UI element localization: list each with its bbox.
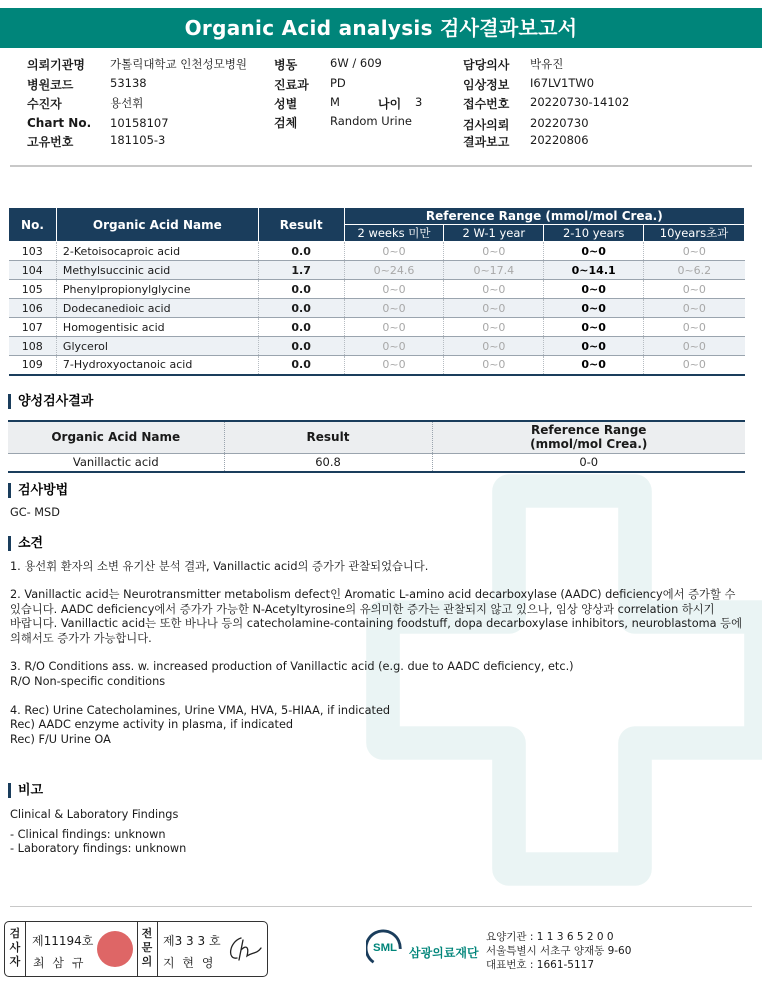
role-examiner-char: 자 (9, 955, 21, 968)
positive-row-ref: 0-0 (432, 453, 745, 472)
row-name: Phenylpropionylglycine (56, 280, 258, 299)
row-ref-2w-1y: 0~0 (444, 280, 544, 299)
value-specimen: Random Urine (330, 114, 412, 128)
opinion-line-4: 바랍니다. Vanillactic acid는 또한 바나나 등의 catecholamine-containing foodstuff, dopa decarboxylase inhibitors, neuroblastoma 등에 (10, 617, 742, 630)
row-no: 103 (9, 242, 57, 261)
row-result: 0.0 (258, 242, 344, 261)
row-ref-under-2w: 0~0 (344, 337, 444, 356)
row-ref-2w-1y: 0~17.4 (444, 261, 544, 280)
row-name: Glycerol (56, 337, 258, 356)
org-phone: 대표번호 : 1661-5117 (486, 959, 595, 971)
org-address: 서울특별시 서초구 양재동 9-60 (486, 945, 632, 957)
remarks-line-1: Clinical & Laboratory Findings (10, 808, 179, 821)
value-patient-name: 용선휘 (110, 96, 144, 110)
org-name: 삼광의료재단 (409, 946, 479, 960)
row-ref-2-10y: 0~0 (544, 299, 644, 318)
row-ref-under-2w: 0~24.6 (344, 261, 444, 280)
value-clinical-info: I67LV1TW0 (530, 76, 595, 90)
examiner-license: 제11194호 (32, 934, 94, 948)
row-ref-over-10y: 0~0 (644, 318, 745, 337)
label-request-date: 검사의뢰 (463, 118, 510, 132)
specialist-name: 지 현 영 (163, 956, 216, 970)
table-row (9, 356, 745, 375)
opinion-line-8: 4. Rec) Urine Catecholamines, Urine VMA, HVA, 5-HIAA, if indicated (10, 704, 391, 717)
row-ref-2w-1y: 0~0 (444, 337, 544, 356)
value-requesting-institution: 가톨릭대학교 인천성모병원 (110, 57, 247, 71)
row-result: 0.0 (258, 318, 344, 337)
row-result: 1.7 (258, 261, 344, 280)
row-ref-2w-1y: 0~0 (444, 356, 544, 375)
opinion-line-5: 의해서도 증가가 가능합니다. (10, 632, 152, 645)
row-no: 107 (9, 318, 57, 337)
row-ref-under-2w: 0~0 (344, 318, 444, 337)
value-age: 3 (415, 95, 423, 109)
role-examiner (7, 927, 23, 969)
value-department: PD (330, 76, 346, 90)
value-receipt-no: 20220730-14102 (530, 95, 630, 109)
sml-logo-icon (366, 928, 404, 966)
table-row (9, 242, 745, 261)
org-info (486, 930, 631, 972)
row-result: 0.0 (258, 299, 344, 318)
label-age: 나이 (378, 97, 402, 111)
remarks-line-2: - Clinical findings: unknown (10, 828, 166, 841)
value-hospital-code: 53138 (110, 76, 147, 90)
row-name: 7-Hydroxyoctanoic acid (56, 356, 258, 375)
row-no: 104 (9, 261, 57, 280)
value-sex: M (330, 95, 340, 109)
signature-box (4, 921, 268, 977)
value-doctor: 박유진 (530, 57, 564, 71)
col-reference-header: Reference Range (mmol/mol Crea.) (344, 208, 744, 225)
role-specialist-char: 전 (141, 927, 153, 940)
box-divider (137, 922, 138, 976)
label-sex: 성별 (274, 97, 298, 111)
row-ref-2-10y: 0~0 (544, 280, 644, 299)
row-ref-over-10y: 0~0 (644, 356, 745, 375)
row-no: 106 (9, 299, 57, 318)
row-no: 105 (9, 280, 57, 299)
patient-info (0, 56, 762, 156)
report-title: Organic Acid analysis 검사결과보고서 (0, 8, 762, 48)
table-row (8, 453, 745, 472)
organic-acid-table (8, 207, 745, 376)
opinion-line-9: Rec) AADC enzyme activity in plasma, if indicated (10, 718, 294, 731)
label-report-date: 결과보고 (463, 135, 510, 149)
row-ref-2w-1y: 0~0 (444, 242, 544, 261)
row-ref-2w-1y: 0~0 (444, 318, 544, 337)
col-result-header: Result (258, 208, 344, 242)
row-no: 108 (9, 337, 57, 356)
label-doctor: 담당의사 (463, 58, 510, 72)
footer-divider (10, 906, 752, 907)
opinion-line-10: Rec) F/U Urine OA (10, 733, 111, 746)
row-ref-2w-1y: 0~0 (444, 299, 544, 318)
remarks-heading: 비고 (8, 783, 43, 798)
opinion-line-7: R/O Non-specific conditions (10, 675, 166, 688)
value-request-date: 20220730 (530, 116, 589, 130)
table-row (9, 337, 745, 356)
label-patient-name: 수진자 (27, 97, 62, 111)
row-no: 109 (9, 356, 57, 375)
opinion-line-6: 3. R/O Conditions ass. w. increased production of Vanillactic acid (e.g. due to AADC deficiency, etc.) (10, 660, 574, 673)
row-ref-under-2w: 0~0 (344, 280, 444, 299)
org-code: 요양기관 : 1 1 3 6 5 2 0 0 (486, 931, 614, 943)
opinion-line-1: 1. 용선휘 환자의 소변 유기산 분석 결과, Vanillactic acid의 증가가 관찰되었습니다. (10, 560, 429, 573)
value-chart-no: 10158107 (110, 116, 169, 130)
examiner-name: 최 삼 규 (33, 956, 86, 970)
label-unique-no: 고유번호 (27, 135, 74, 149)
row-name: Dodecanedioic acid (56, 299, 258, 318)
role-specialist-char: 문 (141, 941, 153, 954)
row-result: 0.0 (258, 356, 344, 375)
table-row (9, 261, 745, 280)
positive-col-ref-line2: (mmol/mol Crea.) (530, 437, 648, 452)
row-ref-over-10y: 0~6.2 (644, 261, 745, 280)
row-ref-under-2w: 0~0 (344, 299, 444, 318)
role-specialist-char: 의 (141, 955, 153, 968)
label-hospital-code: 병원코드 (27, 78, 74, 92)
specialist-signature (223, 934, 263, 966)
row-ref-over-10y: 0~0 (644, 242, 745, 261)
label-chart-no: Chart No. (27, 116, 92, 130)
specialist-license: 제3 3 3 호 (163, 934, 221, 948)
label-requesting-institution: 의뢰기관명 (27, 58, 85, 72)
value-ward: 6W / 609 (330, 56, 382, 70)
table-row (9, 299, 745, 318)
role-specialist (139, 927, 155, 969)
value-report-date: 20220806 (530, 133, 589, 147)
row-ref-over-10y: 0~0 (644, 280, 745, 299)
row-ref-over-10y: 0~0 (644, 337, 745, 356)
row-ref-2-10y: 0~0 (544, 356, 644, 375)
watermark-cross-logo (362, 470, 762, 890)
row-ref-under-2w: 0~0 (344, 242, 444, 261)
label-department: 진료과 (274, 78, 309, 92)
row-ref-2-10y: 0~0 (544, 318, 644, 337)
box-divider (25, 922, 26, 976)
role-examiner-char: 사 (9, 941, 21, 954)
examiner-seal (97, 931, 133, 967)
row-ref-2-10y: 0~0 (544, 337, 644, 356)
col-ref-over-10y: 10years초과 (644, 225, 745, 242)
value-unique-no: 181105-3 (110, 133, 166, 147)
row-ref-under-2w: 0~0 (344, 356, 444, 375)
opinion-line-3: 있습니다. AADC deficiency에서 증가가 가능한 N-Acetyltyrosine의 유의미한 증가는 관찰되지 않고 있으나, 임상 양상과 correlation 하시기 (10, 603, 715, 616)
col-no-header: No. (9, 208, 57, 242)
positive-col-result-header: Result (224, 421, 432, 453)
positive-row-result: 60.8 (224, 453, 432, 472)
positive-col-ref-header (432, 421, 745, 453)
row-name: Methylsuccinic acid (56, 261, 258, 280)
role-examiner-char: 검 (9, 927, 21, 940)
sml-logo-text: SML (372, 941, 398, 954)
opinion-line-2: 2. Vanillactic acid는 Neurotransmitter metabolism defect인 Aromatic L-amino acid decarboxylase (AADC) deficiency에서 증가할 수 (10, 588, 736, 601)
positive-col-ref-line1: Reference Range (531, 423, 647, 438)
col-ref-2w-1y: 2 W-1 year (444, 225, 544, 242)
row-ref-2-10y: 0~0 (544, 242, 644, 261)
positive-row-name: Vanillactic acid (8, 453, 224, 472)
row-name: Homogentisic acid (56, 318, 258, 337)
positive-results-heading: 양성검사결과 (8, 394, 93, 409)
positive-col-name-header: Organic Acid Name (8, 421, 224, 453)
row-result: 0.0 (258, 337, 344, 356)
row-result: 0.0 (258, 280, 344, 299)
col-name-header: Organic Acid Name (56, 208, 258, 242)
positive-results-table (8, 420, 745, 473)
row-ref-over-10y: 0~0 (644, 299, 745, 318)
method-heading: 검사방법 (8, 483, 68, 498)
label-receipt-no: 접수번호 (463, 97, 510, 111)
opinion-heading: 소견 (8, 536, 43, 551)
label-clinical-info: 임상정보 (463, 78, 510, 92)
table-row (9, 280, 745, 299)
label-specimen: 검체 (274, 116, 298, 130)
col-ref-2-10y: 2-10 years (544, 225, 644, 242)
col-ref-under-2w: 2 weeks 미만 (344, 225, 444, 242)
row-name: 2-Ketoisocaproic acid (56, 242, 258, 261)
method-text: GC- MSD (10, 506, 60, 519)
row-ref-2-10y: 0~14.1 (544, 261, 644, 280)
remarks-line-3: - Laboratory findings: unknown (10, 842, 187, 855)
table-row (9, 318, 745, 337)
box-divider (157, 922, 158, 976)
divider (10, 165, 752, 167)
label-ward: 병동 (274, 58, 298, 72)
